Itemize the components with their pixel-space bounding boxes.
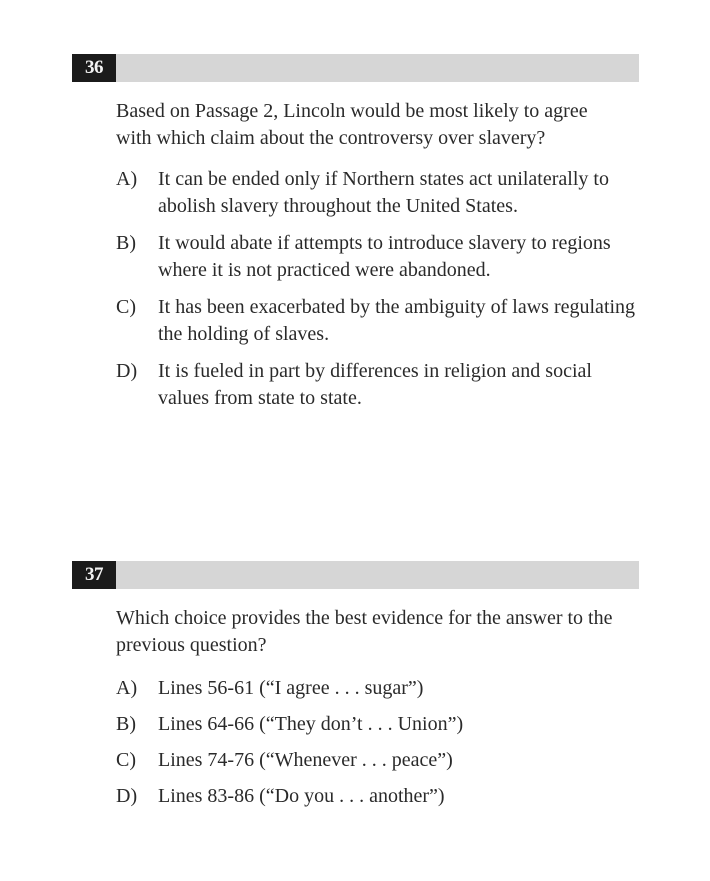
question-number: 37 xyxy=(72,561,116,589)
question-stem: Which choice provides the best evidence for the answer to the previous question? xyxy=(116,607,613,656)
choice-letter: B) xyxy=(116,232,136,254)
answer-choice-d[interactable] xyxy=(116,783,638,810)
question-stem: Based on Passage 2, Lincoln would be most likely to agree with which claim about the controversy over slavery? xyxy=(116,100,588,149)
choice-text: It has been exacerbated by the ambiguity of laws regulating the holding of slaves. xyxy=(158,296,636,345)
choice-letter: D) xyxy=(116,785,138,807)
choice-letter: C) xyxy=(116,749,136,771)
question-number: 36 xyxy=(72,54,116,82)
choice-text: It can be ended only if Northern states act unilaterally to abolish slavery throughout the United States. xyxy=(158,168,609,217)
question-36 xyxy=(72,54,639,422)
choice-letter: B) xyxy=(116,713,136,735)
choice-letter: A) xyxy=(116,168,138,190)
answer-choice-c[interactable] xyxy=(116,747,638,774)
answer-choices xyxy=(116,166,639,412)
answer-choice-a[interactable] xyxy=(116,166,638,220)
answer-choice-c[interactable] xyxy=(116,294,638,348)
answer-choice-a[interactable] xyxy=(116,675,638,702)
question-header-bar xyxy=(72,561,639,589)
choice-text: Lines 64-66 (“They don’t . . . Union”) xyxy=(158,713,464,735)
choice-text: It would abate if attempts to introduce slavery to regions where it is not practiced were abandoned. xyxy=(158,232,611,281)
answer-choice-b[interactable] xyxy=(116,711,638,738)
choice-text: It is fueled in part by differences in religion and social values from state to state. xyxy=(158,360,592,409)
choice-text: Lines 83-86 (“Do you . . . another”) xyxy=(158,785,445,807)
choice-text: Lines 74-76 (“Whenever . . . peace”) xyxy=(158,749,453,771)
question-37 xyxy=(72,561,639,819)
choice-letter: A) xyxy=(116,677,138,699)
answer-choice-b[interactable] xyxy=(116,230,638,284)
choice-letter: D) xyxy=(116,360,138,382)
choice-letter: C) xyxy=(116,296,136,318)
answer-choice-d[interactable] xyxy=(116,358,638,412)
question-header-bar xyxy=(72,54,639,82)
choice-text: Lines 56-61 (“I agree . . . sugar”) xyxy=(158,677,424,699)
answer-choices xyxy=(116,675,639,810)
